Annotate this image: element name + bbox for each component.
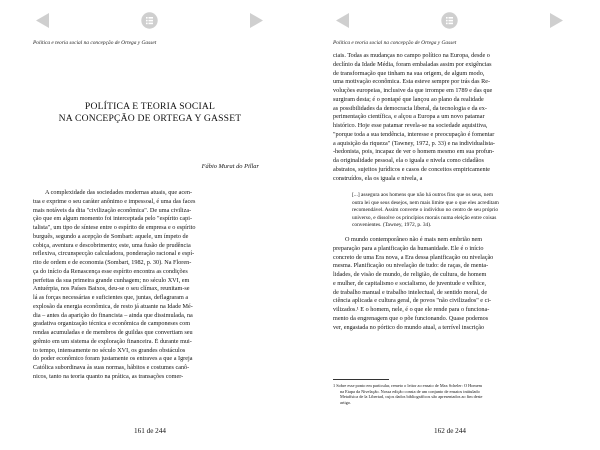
page-number: 162 de 244 [434, 427, 466, 435]
text-line: surgiram desta; é o pontapé que lançou ao plano da realidade [333, 95, 484, 103]
quote-line: convenientes. (Tawney, 1972, p. 34). [352, 222, 432, 228]
page-number: 161 de 244 [134, 427, 166, 435]
quote-line: [...] assegura aos homens que não há outros fins que os seus, nem [352, 192, 494, 198]
text-line: lidades, de visão de mundo, de religião, de cultura, de homem [333, 271, 487, 278]
text-line: burguês, segundo a acepção de Sombart: aquele, um ímpeto de [33, 232, 189, 240]
text-line: preparação para a planificação da humanidade. Ele é o início [333, 244, 484, 252]
footnote-divider [333, 379, 389, 380]
triangle-left-icon [334, 12, 351, 29]
text-line: perfeitas da sua primeira grande cunhagem; no século XVI, em [33, 276, 190, 284]
block-quote [352, 192, 557, 230]
text-line: tua e exprime o seu caráter anônimo e impessoal, é uma das faces [33, 197, 196, 205]
text-line: to tempo, intensamente no século XVI, os grandes obstáculos [33, 346, 186, 354]
text-line: mento da engrenagem que o põe funcionando. Quase podemos [333, 314, 489, 322]
text-line: construídos, ela os iguala e nivela, a [333, 174, 423, 182]
text-line: mesma. Planificação ou nivelação de tudo: de raças, de menta- [333, 262, 489, 270]
author-name: Fábio Murat do Pillar [201, 163, 259, 170]
text-line: rendas acumuladas e de membros de guildas que convertiam seu [33, 329, 193, 336]
text-line: ver, engastada no pórtico do mundo atual, a terrível inscrição [333, 323, 485, 331]
quote-line: recomendável. Assim converte o indivíduo no centro de seu próprio [352, 207, 499, 213]
footnote [333, 383, 568, 405]
text-line: de transformação que tinham na sua origem, de algum modo, [333, 69, 485, 77]
list-menu-icon [141, 12, 158, 29]
list-menu-icon [441, 12, 458, 29]
footnote-line: artigo. [340, 399, 352, 405]
text-line: -hedonista, pois, incapaz de ver o homem mesmo em sua profun- [333, 148, 495, 156]
footnote-line: 1 Sobre esse ponto em particular, remeto o leitor ao ensaio de Max Scheler: O Homem [333, 383, 482, 388]
text-line: Católica subordinava às suas normas, hábitos e costumes canô- [33, 364, 190, 371]
title-line: POLÍTICA E TEORIA SOCIAL [84, 101, 216, 112]
previous-page-button[interactable] [34, 12, 51, 29]
next-page-button[interactable] [248, 12, 265, 29]
text-line: e mulher, de capitalismo e socialismo, de juventude e velhice, [333, 279, 487, 287]
text-line: rito de ordem e de economia (Sombart, 1982, p. 30). Na Floren- [33, 259, 192, 266]
text-line: voluções europeias, inclusive da que irrompe em 1789 e das que [333, 87, 493, 94]
running-header: Política e teoria social na concepção de Ortega y Gasset [333, 40, 457, 46]
text-line: gradativa organização técnica e econômica de camponeses com [33, 320, 191, 328]
article-title [0, 101, 300, 124]
title-line: NA CONCEPÇÃO DE ORTEGA Y GASSET [58, 112, 242, 124]
previous-page-button[interactable] [334, 12, 351, 29]
next-page-button[interactable] [548, 12, 565, 29]
body-text [333, 52, 568, 183]
text-line: cobiça, aventura e descobrimento; este, uma fusão de prudência [33, 241, 191, 249]
text-line: ciência aplicada e cultura geral, de povos "não civilizados" e ci- [333, 297, 492, 305]
text-line: ção que em algum momento foi interceptada pelo "espírito capi- [33, 215, 193, 223]
text-line: talista", um tipo de síntese entre o espírito de empresa e o espírito [33, 224, 196, 231]
text-line: a aquisição da riqueza" (Tawney, 1972, p. 33) e na individualista- [333, 139, 495, 147]
text-line: ciais. Todas as mudanças no campo político na Europa, desde o [333, 52, 490, 59]
right-page [300, 0, 600, 450]
menu-button[interactable] [441, 12, 458, 29]
text-line: explosão da energia econômica, de resto já atuante na Idade Mé- [33, 302, 193, 310]
text-line: da originalidade pessoal, ela o iguala e nivela como cidadãos [333, 157, 484, 164]
running-header: Política e teoria social na concepção de Ortega y Gasset [33, 40, 157, 46]
text-line: O mundo contemporâneo não é mais nem embrião nem [345, 236, 483, 243]
text-line: as possibilidades da democracia liberal, da tecnologia e da ex- [333, 104, 487, 112]
text-line: declínio da Idade Média, foram embaladas assim por exigências [333, 60, 492, 68]
triangle-left-icon [34, 12, 51, 29]
text-line: nicos, tanto na teoria quanto na prática, as transações comer- [33, 372, 184, 380]
text-line: reflexiva, circunspecção calculadora, ponderação racional e espí- [33, 250, 195, 258]
quote-line: universo, e dissolve os princípios morais numa eleição entre coisas [352, 214, 497, 221]
text-line: vilizados.¹ E o homem, nele, é o que ele rende para o funciona- [333, 306, 490, 313]
body-text [333, 236, 568, 332]
text-line: do poder econômico foram justamente os entraves a que a Igreja [33, 355, 193, 363]
body-text [33, 189, 268, 382]
text-line: concreto de uma Era nova, a Era dessa planificação ou nivelação [333, 253, 494, 261]
triangle-right-icon [548, 12, 565, 29]
text-line: ça do início da Renascença esse espírito encontra as condições [33, 267, 188, 275]
text-line: "porque toda a sua tendência, interesse e preocupação é fomentar [333, 130, 495, 138]
text-line: perimentação científica, e alçou a Europa a um novo patamar [333, 113, 485, 121]
text-line: Antuérpia, nos Países Baixos, deu-se o seu clímax, reunitam-se [33, 285, 190, 293]
footnote-line: Metafísica de la Libertad, cujos dados bibliográficos são apresentados ao fim deste [340, 394, 483, 400]
text-line: lá as forças necessárias e suficientes que, juntas, deflagraram a [33, 294, 189, 301]
quote-line: outra lei que seus desejos, nem mais limite que o que eles acreditam [352, 199, 499, 206]
text-line: grêmio em um sistema de exploração financeira. É durante mui- [33, 337, 192, 345]
text-line: uma motivação econômica. Esta esteve sempre por trás das Re- [333, 78, 491, 86]
text-line: histórico. Hoje esse patamar revela-se na sociedade aquisitiva, [333, 122, 488, 129]
menu-button[interactable] [141, 12, 158, 29]
text-line: A complexidade das sociedades modernas atuais, que acen- [45, 189, 193, 196]
text-line: mais notáveis da dita "civilização econômica". De uma civiliza- [33, 206, 192, 214]
triangle-right-icon [248, 12, 265, 29]
text-line: de trabalho manual e trabalho intelectual, de sentido moral, de [333, 288, 488, 296]
footnote-line: na Etapa da Nivelação. Nossa edição consta de um conjunto de ensaios intitulado [340, 388, 480, 394]
text-line: dia – antes da aparição do financista – ainda que dissimulada, na [33, 311, 193, 319]
text-line: abstratos, sujeitos jurídicos e casos de conceitos empiricamente [333, 165, 491, 173]
